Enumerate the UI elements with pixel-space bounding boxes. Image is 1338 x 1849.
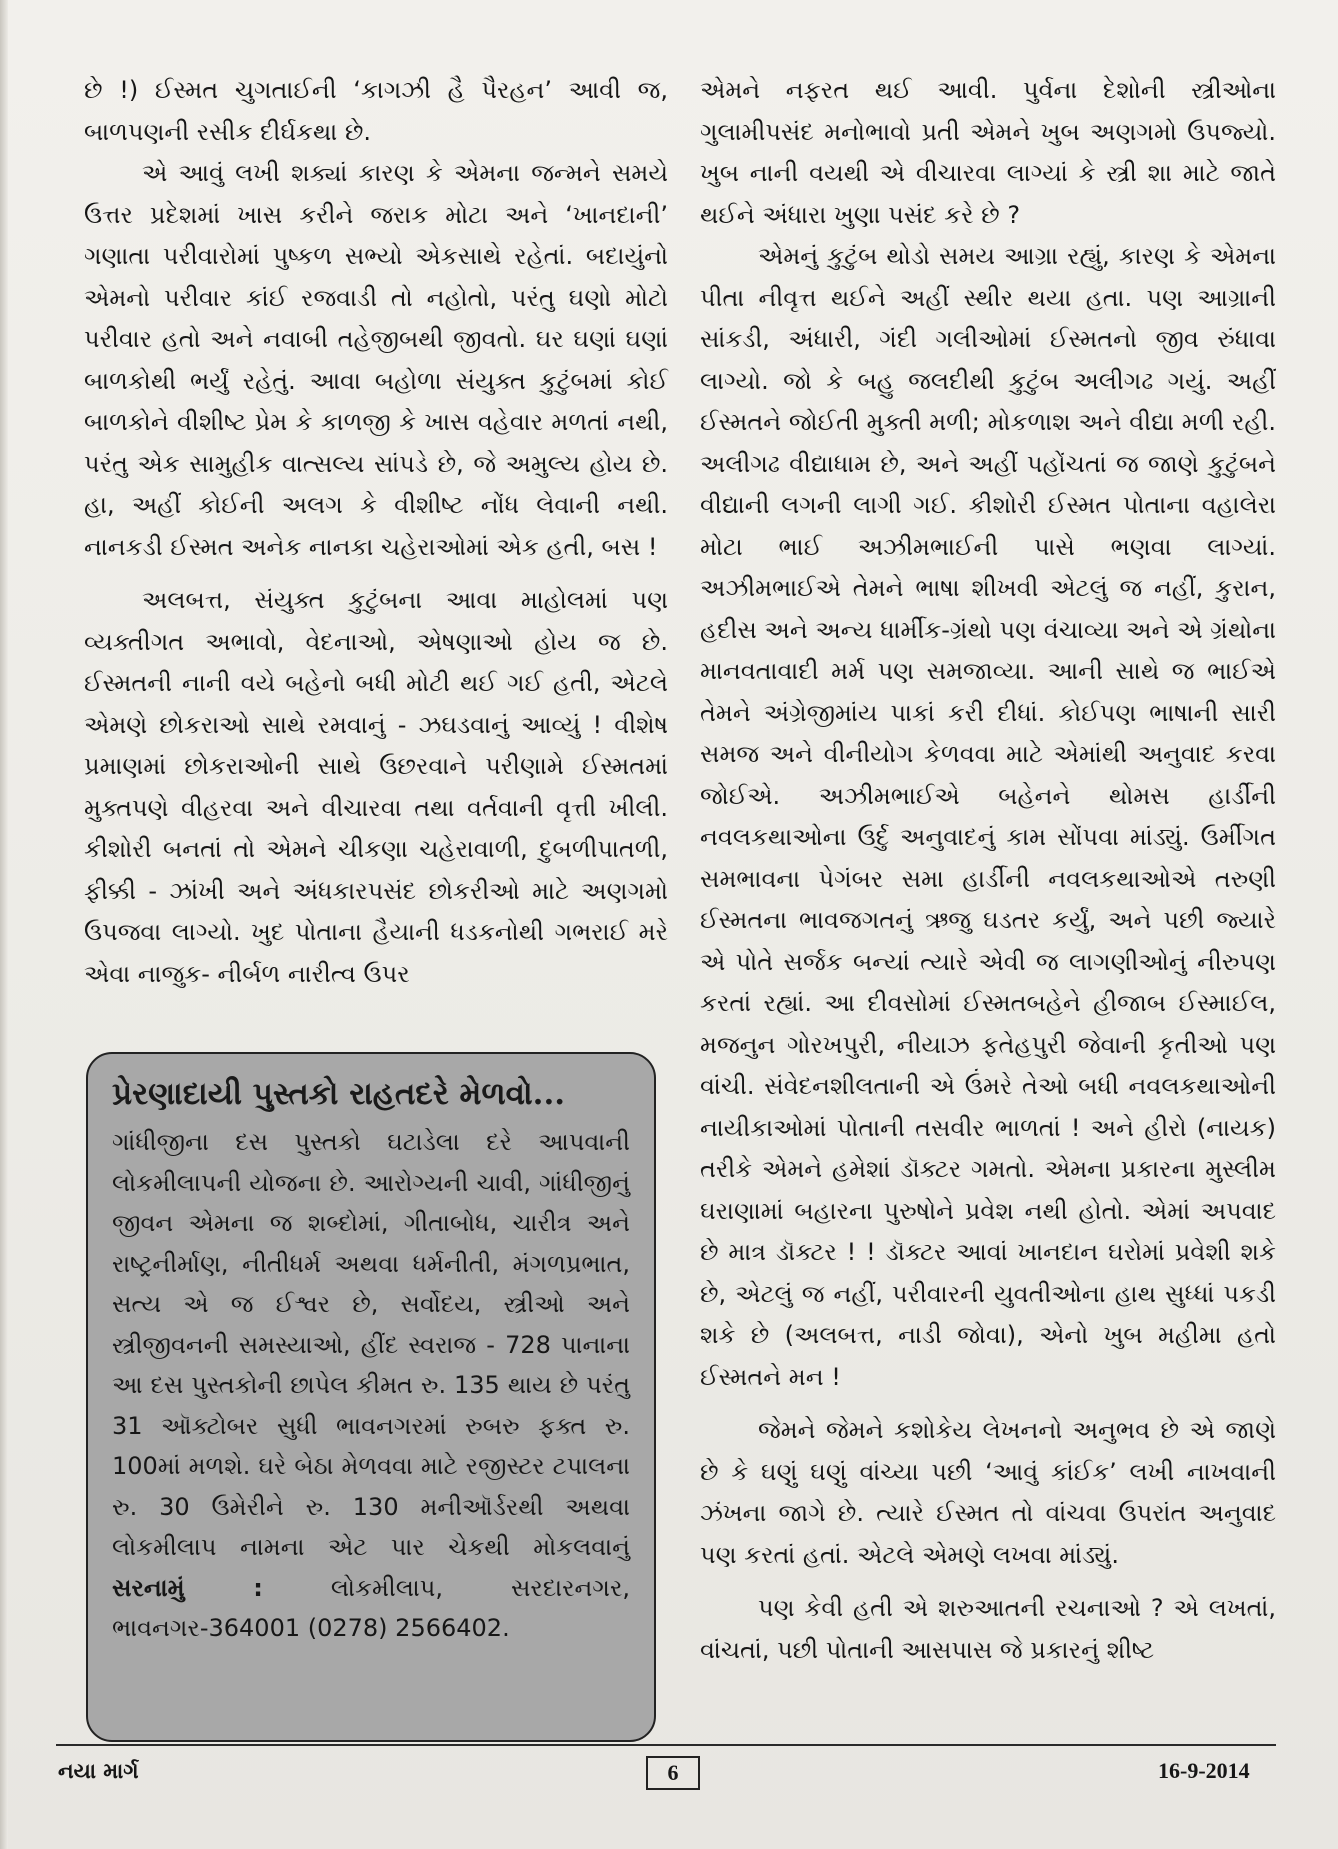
right-paragraph-2: એમનું કુટુંબ થોડો સમય આગ્રા રહ્યું, કારણ કે એમના પીતા નીવૃત્ત થઈને અહીં સ્થીર થયા હતા. પણ આગ્રાની સાંકડી, અંધારી, ગંદી ગલીઓમાં ઈસ્મતનો જીવ રુંધાવા લાગ્યો. જો કે બહુ જલદીથી કુટુંબ અલીગઢ ગયું. અહીં ઈસ્મતને જોઈતી મુક્તી મળી; મોકળાશ અને વીદ્યા મળી રહી. અલીગઢ વીદ્યાધામ છે, અને અહીં પહોંચતાં જ જાણે કુટુંબને વીદ્યાની લગની લાગી ગઈ. કીશોરી ઈસ્મત પોતાના વહાલેરા મોટા ભાઈ અઝીમભાઈની પાસે ભણવા લાગ્યાં. અઝીમભાઈએ તેમને ભાષા શીખવી એટલું જ નહીં, કુરાન, હદીસ અને અન્ય ધાર્મીક-ગ્રંથો પણ વંચાવ્યા અને એ ગ્રંથોના માનવતાવાદી મર્મ પણ સમજાવ્યા. આની સાથે જ ભાઈએ તેમને અંગ્રેજીમાંય પાકાં કરી દીધાં. કોઈપણ ભાષાની સારી સમજ અને વીનીયોગ કેળવવા માટે એમાંથી અનુવાદ કરવા જોઈએ. અઝીમભાઈએ બહેનને થોમસ હાર્ડીની નવલકથાઓના ઉર્દુ અનુવાદનું કામ સોંપવા માંડ્યું. ઉર્મીગત સમભાવના પેગંબર સમા હાર્ડીની નવલકથાઓએ તરુણી ઈસ્મતના ભાવજગતનું ઋજુ ઘડતર કર્યું, અને પછી જ્યારે એ પોતે સર્જક બન્યાં ત્યારે એવી જ લાગણીઓનું નીરુપણ કરતાં રહ્યાં. આ દીવસોમાં ઈસ્મતબહેને હીજાબ ઈસ્માઈલ, મજનુન ગોરખપુરી, નીયાઝ ફતેહપુરી જેવાની કૃતીઓ પણ વાંચી. સંવેદનશીલતાની એ ઉંમરે તેઓ બધી નવલકથાઓની નાયીકાઓમાં પોતાની તસવીર ભાળતાં ! અને હીરો (નાયક) તરીકે એમને હમેશાં ડૉક્ટર ગમતો. એમના પ્રકારના મુસ્લીમ ઘરાણામાં બહારના પુરુષોને પ્રવેશ નથી હોતો. એમાં અપવાદ છે માત્ર ડૉક્ટર ! ! ડૉક્ટર આવાં ખાનદાન ઘરોમાં પ્રવેશી શકે છે, એટલું જ નહીં, પરીવારની યુવતીઓના હાથ સુધ્ધાં પકડી શકે છે (અલબત્ત, નાડી જોવા), એનો ખુબ મહીમા હતો ઈસ્મતને મન ! [700,242,1276,1391]
left-paragraph-2: એ આવું લખી શક્યાં કારણ કે એમના જન્મને સમયે ઉત્તર પ્રદેશમાં ખાસ કરીને જરાક મોટા અને ‘ખાનદાની’ ગણાતા પરીવારોમાં પુષ્કળ સભ્યો એકસાથે રહેતાં. બદાયુંનો એમનો પરીવાર કાંઈ રજવાડી તો નહોતો, પરંતુ ઘણો મોટો પરીવાર હતો અને નવાબી તહેજીબથી જીવતો. ઘર ઘણાં ઘણાં બાળકોથી ભર્યું રહેતું. આવા બહોળા સંયુક્ત કુટુંબમાં કોઈ બાળકોને વીશીષ્ટ પ્રેમ કે કાળજી કે ખાસ વહેવાર મળતાં નથી, પરંતુ એક સામુહીક વાત્સલ્ય સાંપડે છે, જે અમુલ્ય હોય છે. હા, અહીં કોઈની અલગ કે વીશીષ્ટ નોંધ લેવાની નથી. નાનકડી ઈસ્મત અનેક નાનકા ચહેરાઓમાં એક હતી, બસ ! [84,159,668,561]
book-offer-title: પ્રેરણાદાયી પુસ્તકો રાહતદરે મેળવો... [112,1076,566,1112]
right-paragraph-4: પણ કેવી હતી એ શરુઆતની રચનાઓ ? એ લખતાં, વાંચતાં, પછી પોતાની આસપાસ જે પ્રકારનું શીષ્ટ [700,1594,1276,1664]
book-offer-body [112,1122,630,1649]
publication-name: નયા માર્ગ [58,1758,139,1783]
left-column [84,70,668,995]
footer-rule [56,1744,1276,1746]
left-paragraph-1: છે !) ઈસ્મત ચુગતાઈની ‘કાગઝી હૈ પૈરહન’ આવી જ, બાળપણની રસીક દીર્ઘકથા છે. [84,76,668,146]
book-offer-text: ગાંધીજીના દસ પુસ્તકો ઘટાડેલા દરે આપવાની લોકમીલાપની યોજના છે. આરોગ્યની ચાવી, ગાંધીજીનું જીવન એમના જ શબ્દોમાં, ગીતાબોધ, ચારીત્ર અને રાષ્ટ્રનીર્માણ, નીતીધર્મ અથવા ધર્મનીતી, મંગળપ્રભાત, સત્ય એ જ ઈશ્વર છે, સર્વોદય, સ્ત્રીઓ અને સ્ત્રીજીવનની સમસ્યાઓ, હીંદ સ્વરાજ - 728 પાનાના આ દસ પુસ્તકોની છાપેલ કીમત રુ. 135 થાય છે પરંતુ 31 ઑક્ટોબર સુધી ભાવનગરમાં રુબરુ ફક્ત રુ. 100માં મળશે. ઘરે બેઠા મેળવવા માટે રજીસ્ટર ટપાલના રુ. 30 ઉમેરીને રુ. 130 મનીઑર્ડરથી અથવા લોકમીલાપ નામના એટ પાર ચેકથી મોકલવાનું [112,1128,630,1561]
right-column [700,70,1276,1671]
issue-date: 16-9-2014 [1158,1758,1250,1783]
right-paragraph-1: એમને નફરત થઈ આવી. પુર્વના દેશોની સ્ત્રીઓના ગુલામીપસંદ મનોભાવો પ્રતી એમને ખુબ અણગમો ઉપજ્યો. ખુબ નાની વયથી એ વીચારવા લાગ્યાં કે સ્ત્રી શા માટે જાતે થઈને અંધારા ખુણા પસંદ કરે છે ? [700,76,1276,229]
left-paragraph-3: અલબત્ત, સંયુક્ત કુટુંબના આવા માહોલમાં પણ વ્યક્તીગત અભાવો, વેદનાઓ, એષણાઓ હોય જ છે. ઈસ્મતની નાની વયે બહેનો બધી મોટી થઈ ગઈ હતી, એટલે એમણે છોકરાઓ સાથે રમવાનું - ઝઘડવાનું આવ્યું ! વીશેષ પ્રમાણમાં છોકરાઓની સાથે ઉછરવાને પરીણામે ઈસ્મતમાં મુક્તપણે વીહરવા અને વીચારવા તથા વર્તવાની વૃત્તી ખીલી. કીશોરી બનતાં તો એમને ચીકણા ચહેરાવાળી, દુબળીપાતળી, ફીક્કી - ઝાંખી અને અંધકારપસંદ છોકરીઓ માટે અણગમો ઉપજવા લાગ્યો. ખુદ પોતાના હૈયાની ધડકનોથી ગભરાઈ મરે એવા નાજુક- નીર્બળ નારીત્વ ઉપર [84,586,668,988]
right-paragraph-3: જેમને જેમને કશોકેય લેખનનો અનુભવ છે એ જાણે છે કે ઘણું ઘણું વાંચ્યા પછી ‘આવું કાંઈક’ લખી નાખવાની ઝંખના જાગે છે. ત્યારે ઈસ્મત તો વાંચવા ઉપરાંત અનુવાદ પણ કરતાં હતાં. એટલે એમણે લખવા માંડ્યું. [700,1416,1276,1569]
address-label: સરનામું : [112,1573,263,1602]
book-offer-box [86,1052,656,1742]
book-offer-address: લોકમીલાપ, સરદારનગર, ભાવનગર-364001 (0278) 2566402. [112,1573,630,1642]
page-number: 6 [646,1756,700,1790]
